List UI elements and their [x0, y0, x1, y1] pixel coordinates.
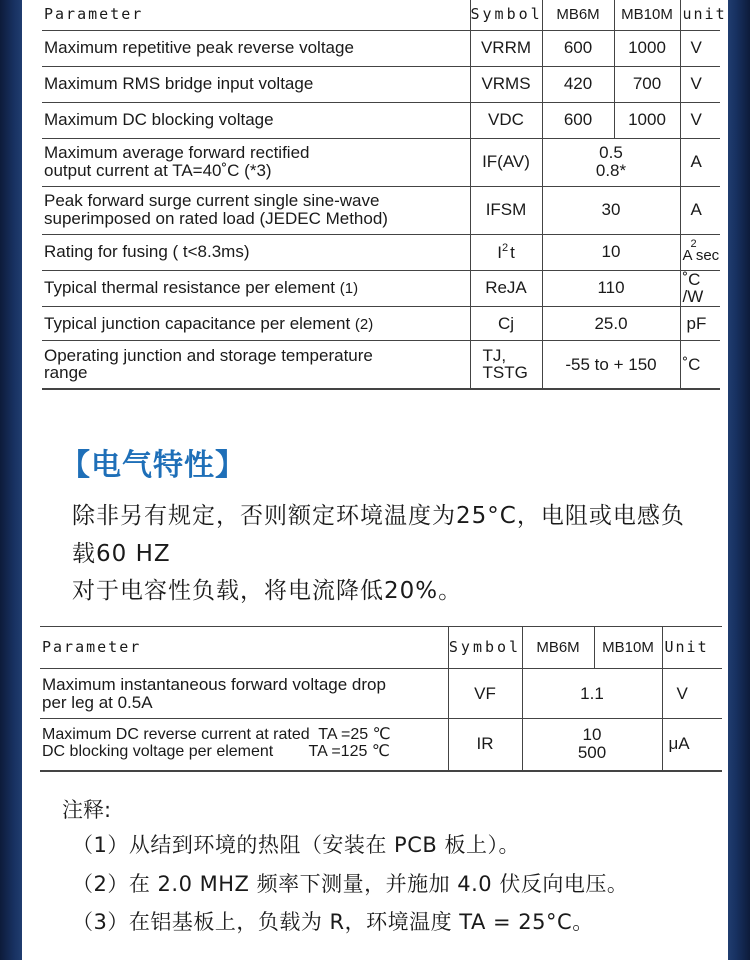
param-line: per leg at 0.5A: [42, 692, 153, 712]
datasheet-page: [22, 0, 728, 960]
unit-cell: pF: [680, 307, 720, 341]
param-line: output current at TA=40˚C (*3): [44, 161, 272, 180]
mb6m-cell: 600: [542, 30, 614, 66]
param-cell: [42, 341, 470, 389]
mb6m-cell: 420: [542, 66, 614, 102]
characteristics-table-header: [40, 627, 722, 669]
unit-cell: V: [662, 669, 722, 719]
param-line: Maximum instantaneous forward voltage drop: [42, 674, 386, 694]
header-unit: Unit: [662, 627, 722, 669]
symbol-base: I: [497, 242, 502, 262]
unit-cell: A: [680, 186, 720, 234]
unit-text: A sec: [682, 247, 720, 265]
param-text: Typical thermal resistance per element: [44, 278, 336, 298]
characteristics-table: [40, 626, 722, 772]
symbol-line: TSTG: [482, 363, 528, 383]
param-line: Peak forward surge current single sine-wave: [44, 191, 380, 211]
table-row: [42, 234, 720, 270]
unit-cell: ˚C: [680, 341, 720, 389]
param-line: Maximum DC reverse current at rated TA =25 ℃: [42, 726, 391, 744]
param-cell: Maximum repetitive peak reverse voltage: [42, 30, 470, 66]
param-cell: Rating for fusing ( t<8.3ms): [42, 234, 470, 270]
condition-text-line: 除非另有规定，否则额定环境温度为25°C，电阻或电感负: [72, 503, 685, 529]
table-row: [42, 186, 720, 234]
param-cell: Maximum RMS bridge input voltage: [42, 66, 470, 102]
symbol-cell: VDC: [470, 102, 542, 138]
value-line: 500: [577, 743, 607, 763]
param-line: Operating junction and storage temperature: [44, 345, 373, 365]
right-frame-border: [728, 0, 750, 960]
note-item: （3）在铝基板上，负载为 R，环境温度 TA = 25°C。: [72, 910, 594, 934]
unit-cell: V: [680, 66, 720, 102]
header-unit: unit: [680, 0, 720, 30]
symbol-cell: VRRM: [470, 30, 542, 66]
value-cell: 110: [542, 270, 680, 307]
mb10m-cell: 700: [614, 66, 680, 102]
symbol-cell: IF(AV): [470, 138, 542, 186]
value-cell: -55 to + 150: [542, 341, 680, 389]
header-symbol: Symbol: [448, 627, 522, 669]
header-mb10m: MB10M: [594, 627, 662, 669]
symbol-cell: ReJA: [470, 270, 542, 307]
unit-cell: μA: [662, 719, 722, 771]
value-line: 0.5: [599, 143, 623, 163]
section-title: 【电气特性】: [60, 448, 246, 483]
header-mb6m: MB6M: [522, 627, 594, 669]
param-cell: [40, 719, 448, 771]
value-cell: 30: [542, 186, 680, 234]
left-frame-border: [0, 0, 22, 960]
value-line: 10: [582, 725, 602, 745]
param-line: superimposed on rated load (JEDEC Method): [44, 209, 388, 228]
param-cell: [42, 138, 470, 186]
unit-cell: A: [680, 138, 720, 186]
symbol-line: TJ,: [482, 345, 507, 365]
param-line: Maximum average forward rectified: [44, 143, 310, 163]
param-cell: [42, 270, 470, 307]
table-row: [40, 719, 722, 771]
symbol-cell: IFSM: [470, 186, 542, 234]
symbol-cell: [470, 234, 542, 270]
param-cell: [40, 669, 448, 719]
param-text: Typical junction capacitance per element: [44, 313, 351, 333]
note-ref: (2): [354, 315, 374, 333]
symbol-cell: Cj: [470, 307, 542, 341]
symbol-sup: 2: [501, 241, 509, 254]
unit-sup: 2: [690, 238, 697, 251]
value-cell: 1.1: [522, 669, 662, 719]
header-mb10m: MB10M: [614, 0, 680, 30]
table-row: [42, 102, 720, 138]
table-row: [42, 30, 720, 66]
table-row: [42, 270, 720, 307]
value-cell: [522, 719, 662, 771]
unit-cell: V: [680, 30, 720, 66]
table-row: [42, 138, 720, 186]
param-line: range: [44, 363, 88, 383]
mb6m-cell: 600: [542, 102, 614, 138]
table-row: [42, 341, 720, 389]
note-item: （1）从结到环境的热阻（安装在 PCB 板上）。: [72, 833, 520, 857]
param-cell: [42, 307, 470, 341]
param-cell: Maximum DC blocking voltage: [42, 102, 470, 138]
header-parameter: Parameter: [40, 627, 448, 669]
note-ref: (1): [339, 280, 359, 298]
value-cell: 10: [542, 234, 680, 270]
symbol-tail: t: [510, 242, 515, 262]
ratings-table: [42, 0, 727, 390]
condition-text-line: 对于电容性负载，将电流降低20%。: [72, 578, 463, 604]
symbol-cell: VF: [448, 669, 522, 719]
header-mb6m: MB6M: [542, 0, 614, 30]
unit-cell: V: [680, 102, 720, 138]
value-cell: [542, 138, 680, 186]
symbol-cell: VRMS: [470, 66, 542, 102]
note-item: （2）在 2.0 MHZ 频率下测量，并施加 4.0 伏反向电压。: [72, 872, 629, 896]
unit-cell: [680, 234, 720, 270]
param-cell: [42, 186, 470, 234]
unit-cell: ˚C /W: [680, 270, 720, 307]
mb10m-cell: 1000: [614, 102, 680, 138]
table-row: [40, 669, 722, 719]
notes-title: 注释:: [62, 798, 112, 822]
condition-text-line: 载60 HZ: [72, 541, 171, 567]
ratings-table-header: [42, 0, 720, 30]
header-parameter: Parameter: [42, 0, 470, 30]
symbol-cell: [470, 341, 542, 389]
header-symbol: Symbol: [470, 0, 542, 30]
value-line: 0.8*: [595, 161, 627, 180]
value-cell: 25.0: [542, 307, 680, 341]
symbol-cell: IR: [448, 719, 522, 771]
mb10m-cell: 1000: [614, 30, 680, 66]
table-row: [42, 66, 720, 102]
table-row: [42, 307, 720, 341]
param-line: DC blocking voltage per element TA =125 ℃: [42, 743, 390, 761]
